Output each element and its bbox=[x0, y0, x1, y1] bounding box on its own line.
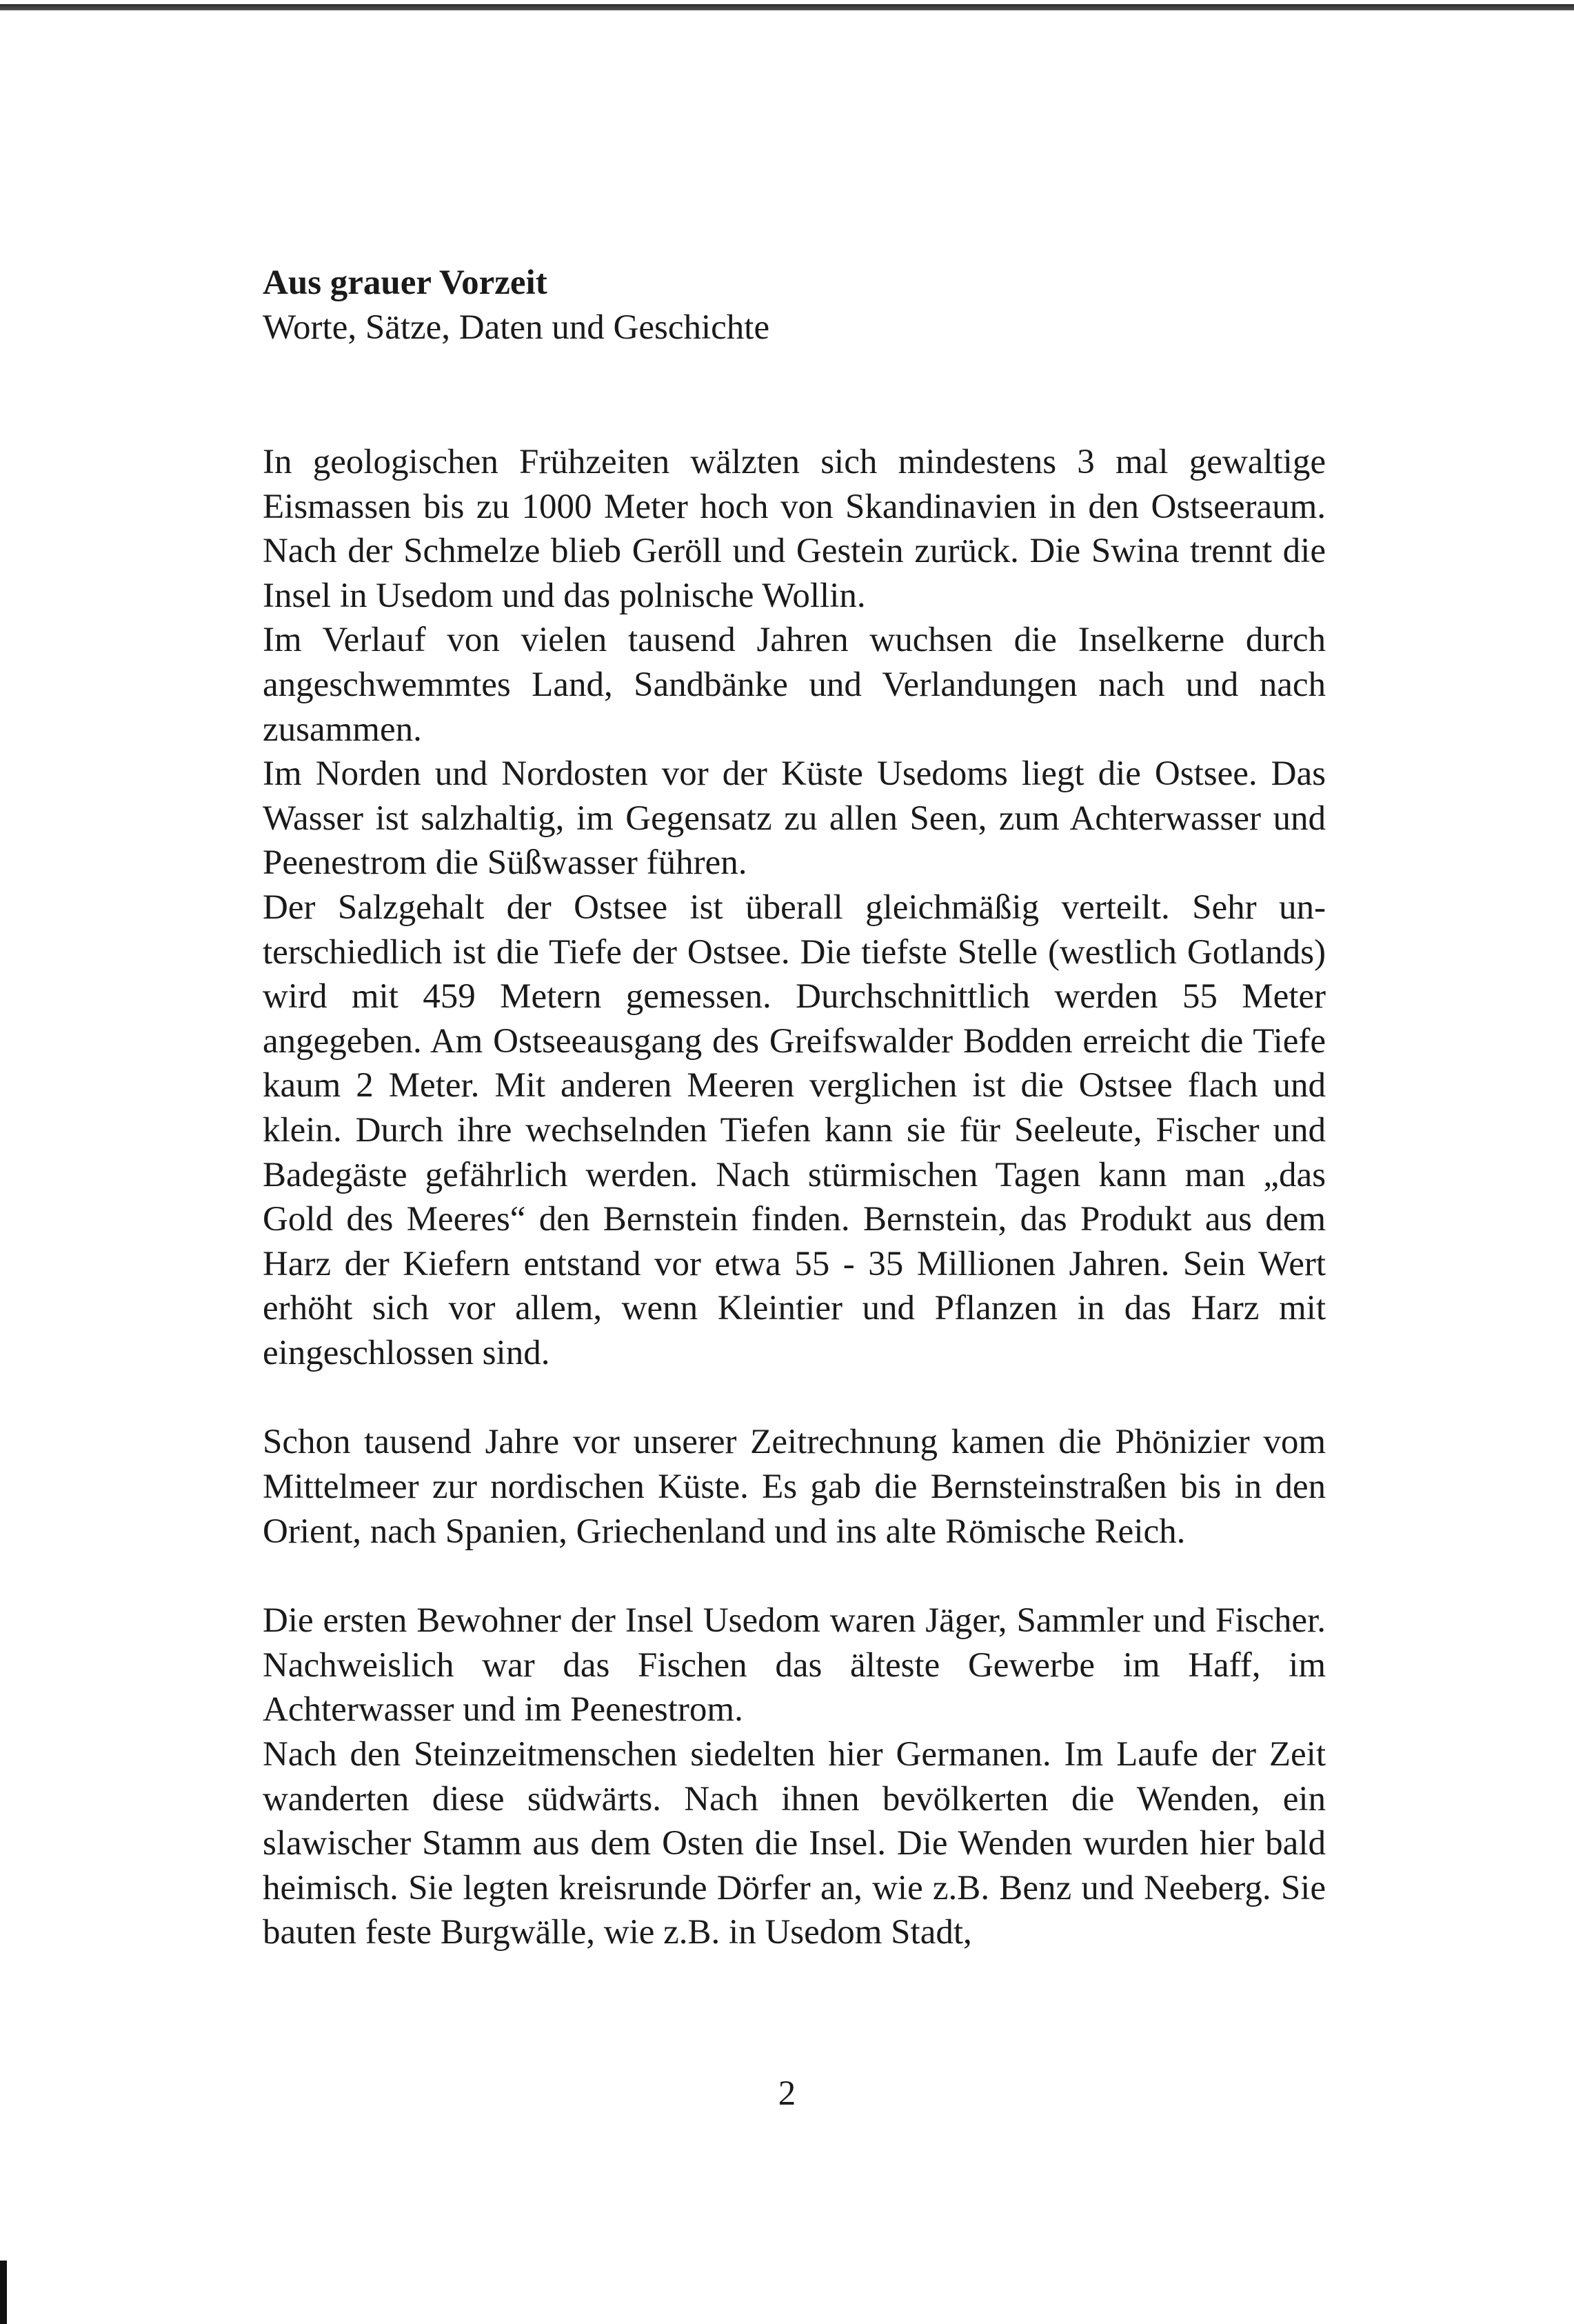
paragraph-island-formation: Im Verlauf von vielen tausend Jahren wuchsen die Inselkerne durch angeschwemmtes Land, Sandbänke und Verlandungen nach und nach zusammen. bbox=[263, 621, 1326, 749]
paragraph-phoenicians: Schon tausend Jahre vor unserer Zeitrechnung kamen die Phönizier vom Mittelmeer zur nordischen Küste. Es gab die Bernsteinstraßen bis in den Orient, nach Spanien, Griechenland und ins alte Römische Reich. bbox=[263, 1423, 1326, 1551]
paragraph-wends: Nach den Steinzeitmenschen siedelten hier Germanen. Im Laufe der Zeit wanderten diese südwärts. Nach ihnen bevölkerten die Wenden, ein slawischer Stamm aus dem Osten die Insel. Die Wenden wurden hier bald heimisch. Sie legten kreisrunde Dörfer an, wie z.B. Benz und Neeberg. Sie bauten feste Burgwälle, wie z.B. in Usedom Stadt, bbox=[263, 1735, 1326, 1952]
paragraph-first-inhabitants: Die ersten Bewohner der Insel Usedom waren Jäger, Sammler und Fischer. Nachweislich war das Fischen das älteste Gewerbe im Haff, im Achterwasser und im Peenestrom. bbox=[263, 1601, 1326, 1730]
chapter-title: Aus grauer Vorzeit bbox=[263, 263, 547, 302]
page-number: 2 bbox=[778, 2074, 796, 2113]
paragraph-baltic-sea: Im Norden und Nordosten vor der Küste Usedoms liegt die Ostsee. Das Wasser ist salzhaltig, im Gegensatz zu allen Seen, zum Achterwasser und Peenestrom die Süßwasser führen. bbox=[263, 754, 1326, 883]
scan-edge-mark bbox=[0, 2261, 7, 2324]
document-page bbox=[263, 261, 1326, 1955]
paragraph-ice-age: In geologischen Frühzeiten wälzten sich mindestens 3 mal gewaltige Eismassen bis zu 1000 Meter hoch von Skandinavien in den Ostseeraum. Nach der Schmelze blieb Geröll und Gestein zurück. Die Swina trennt die Insel in Usedom und das polnische Wollin. bbox=[263, 443, 1326, 615]
top-border-line bbox=[0, 4, 1574, 10]
chapter-subtitle: Worte, Sätze, Daten und Geschichte bbox=[263, 308, 770, 347]
paragraph-salinity-depth: Der Salzgehalt der Ostsee ist überall gleichmäßig verteilt. Sehr unterschiedlich ist die Tiefe der Ostsee. Die tiefste Stelle (westlich Gotlands) wird mit 459 Metern gemessen. Durchschnittlich werden 55 Meter angegeben. Am Ostseeausgang des Greifswalder Bodden erreicht die Tiefe kaum 2 Meter. Mit anderen Meeren verglichen ist die Ostsee flach und klein. Durch ihre wechselnden Tiefen kann sie für Seeleute, Fischer und Badegäste gefährlich werden. Nach stürmischen Tagen kann man „das Gold des Meeres“ den Bernstein finden. Bernstein, das Produkt aus dem Harz der Kiefern entstand vor etwa 55 - 35 Millionen Jahren. Sein Wert erhöht sich vor allem, wenn Kleintier und Pflanzen in das Harz mit eingeschlossen sind. bbox=[263, 888, 1326, 1372]
